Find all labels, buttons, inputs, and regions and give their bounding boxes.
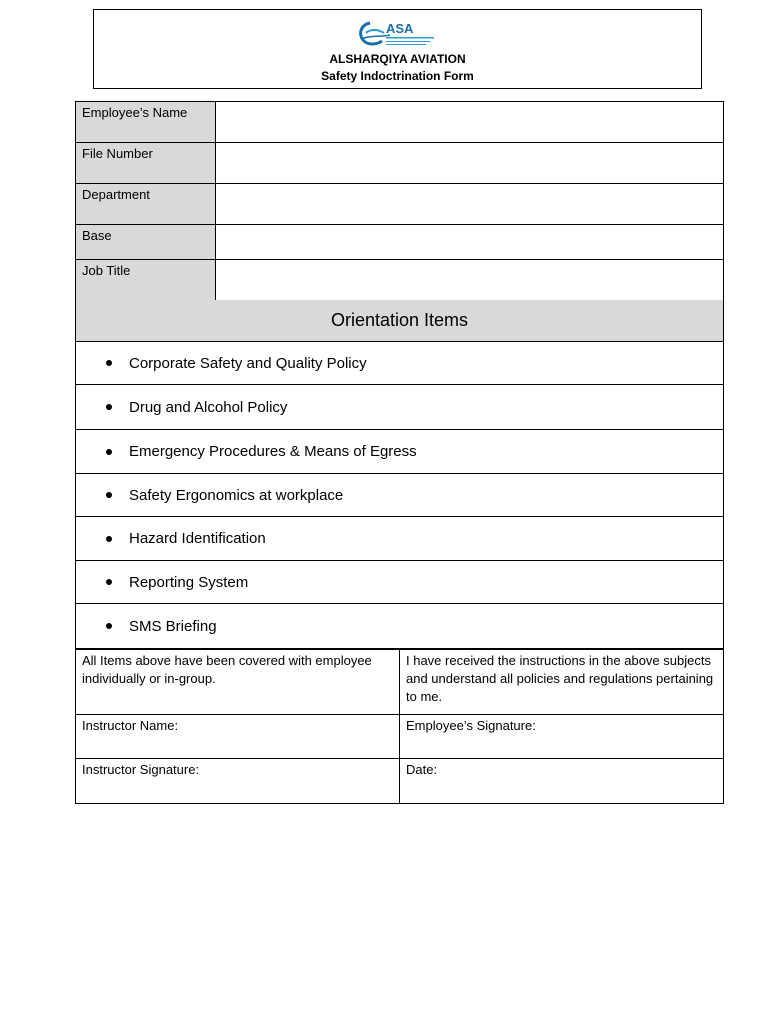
file-number-field[interactable]: [216, 143, 724, 184]
employee-statement: I have received the instructions in the above subjects and understand all policies and regulations pertaining to me.: [400, 650, 724, 715]
list-item: [75, 430, 724, 474]
bullet-icon: [106, 536, 112, 542]
list-item: [75, 604, 724, 649]
asa-logo: [356, 19, 440, 49]
bullet-icon: [106, 623, 112, 629]
bullet-icon: [106, 492, 112, 498]
signature-row: [76, 759, 724, 804]
bullet-icon: [106, 404, 112, 410]
statement-row: [76, 650, 724, 715]
signature-row: [76, 715, 724, 759]
instructor-name-label: Instructor Name:: [82, 718, 179, 733]
list-item: [75, 561, 724, 604]
employee-name-field[interactable]: [216, 102, 724, 143]
bullet-icon: [106, 449, 112, 455]
info-row: [76, 184, 724, 225]
field-label: Base: [76, 225, 216, 260]
field-label: File Number: [76, 143, 216, 184]
orientation-heading-text: Orientation Items: [330, 310, 469, 330]
instructor-statement: All Items above have been covered with employee individually or in-group.: [76, 650, 400, 715]
date-label: Date:: [406, 762, 438, 777]
employee-signature-label: Employee’s Signature:: [406, 718, 536, 733]
list-item: [75, 517, 724, 561]
list-item: [75, 385, 724, 430]
item-label: Safety Ergonomics at workplace: [129, 486, 344, 504]
form-title: Safety Indoctrination Form: [321, 69, 474, 83]
item-label: SMS Briefing: [129, 617, 217, 635]
info-row: [76, 102, 724, 143]
employee-info-table: [75, 101, 724, 301]
logo-text: ASA: [386, 21, 414, 36]
info-row: [76, 260, 724, 301]
orientation-items: [75, 342, 724, 649]
item-label: Emergency Procedures & Means of Egress: [129, 443, 417, 460]
field-label: Department: [76, 184, 216, 225]
form-header: [93, 9, 702, 89]
date-field[interactable]: [400, 759, 724, 804]
instructor-name-field[interactable]: [76, 715, 400, 759]
info-row: [76, 143, 724, 184]
item-label: Drug and Alcohol Policy: [129, 398, 288, 416]
orientation-heading: [75, 300, 724, 342]
list-item: [75, 342, 724, 385]
field-label: Employee’s Name: [76, 102, 216, 143]
instructor-signature-label: Instructor Signature:: [82, 762, 200, 777]
job-title-field[interactable]: [216, 260, 724, 301]
instructor-signature-field[interactable]: [76, 759, 400, 804]
bullet-icon: [106, 579, 112, 585]
bullet-icon: [106, 360, 112, 366]
acknowledgement-table: [75, 649, 724, 804]
item-label: Corporate Safety and Quality Policy: [129, 354, 367, 372]
base-field[interactable]: [216, 225, 724, 260]
list-item: [75, 474, 724, 517]
department-field[interactable]: [216, 184, 724, 225]
info-row: [76, 225, 724, 260]
item-label: Reporting System: [129, 573, 249, 591]
item-label: Hazard Identification: [129, 530, 266, 547]
field-label: Job Title: [76, 260, 216, 301]
employee-signature-field[interactable]: [400, 715, 724, 759]
company-name: ALSHARQIYA AVIATION: [329, 52, 466, 66]
